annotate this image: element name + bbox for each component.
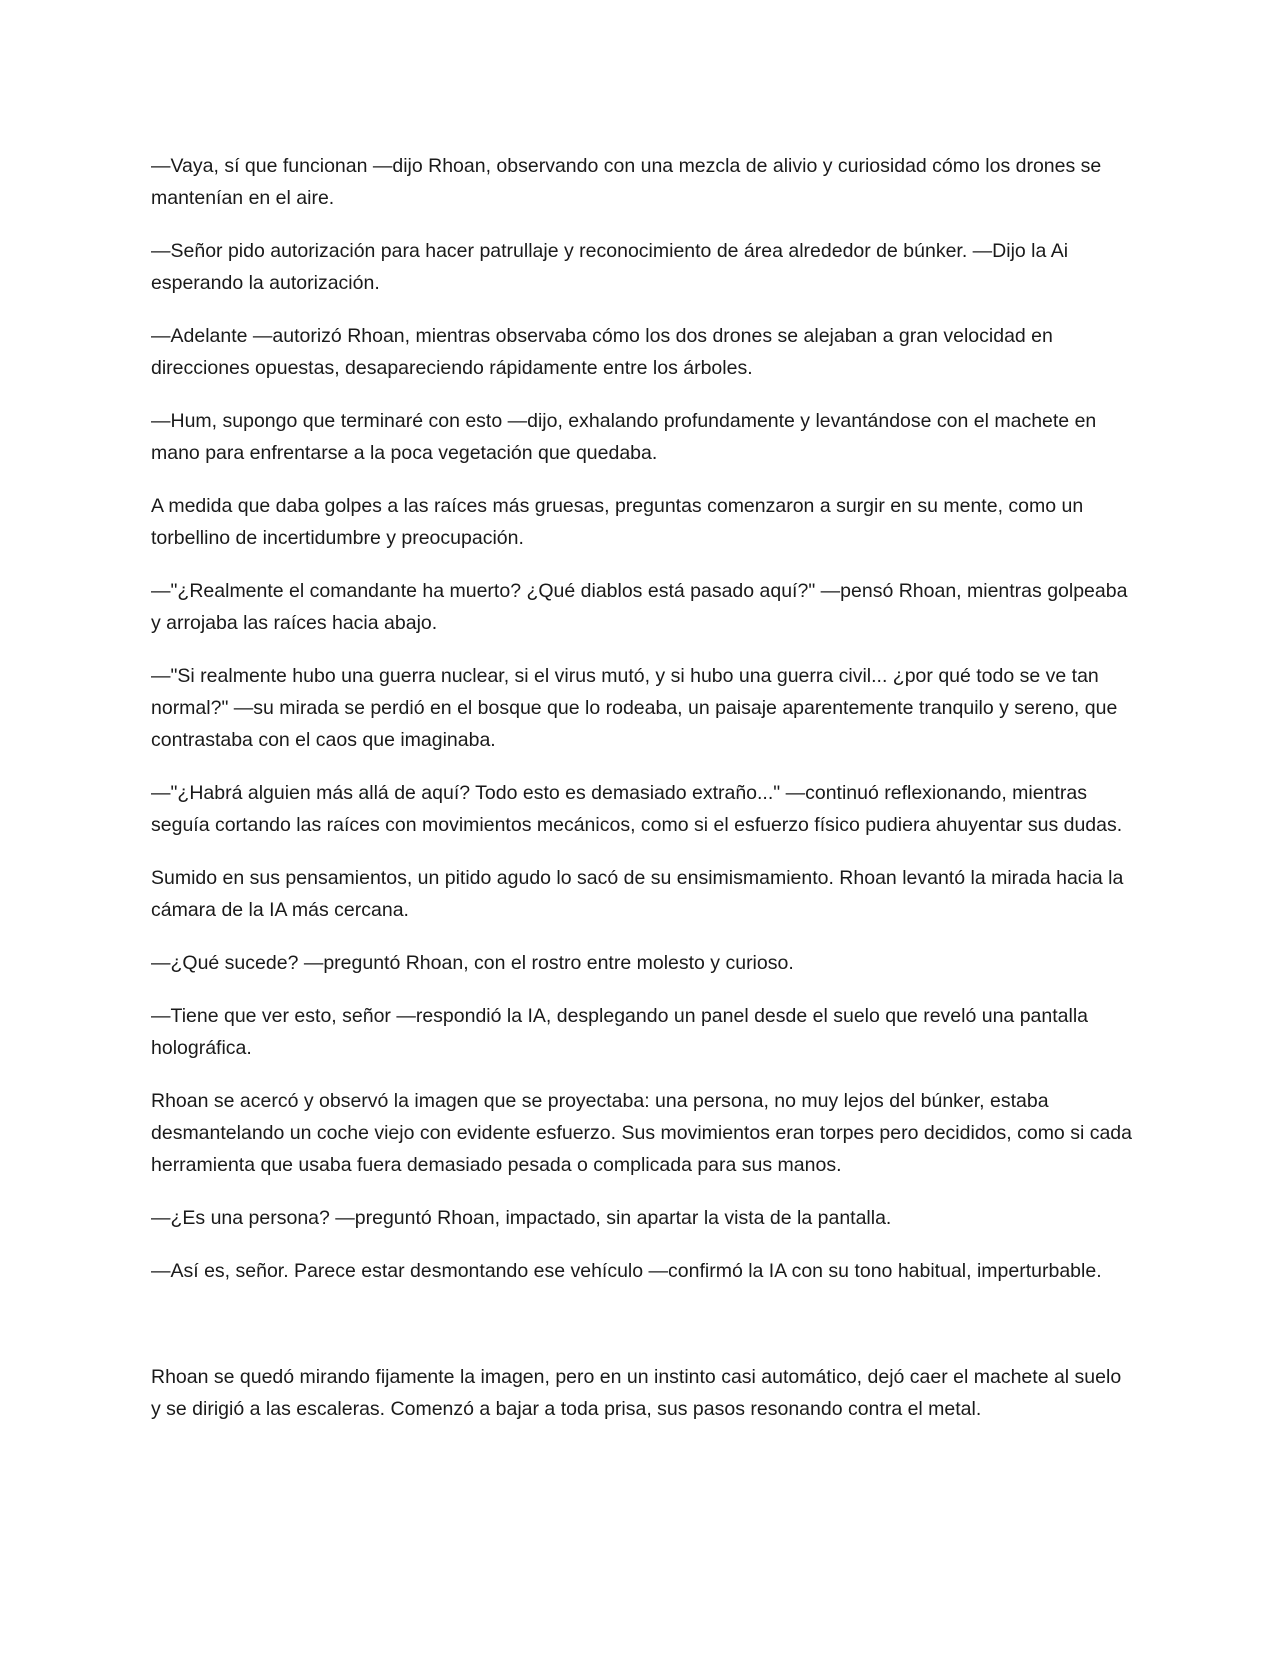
paragraph: —Vaya, sí que funcionan —dijo Rhoan, observando con una mezcla de alivio y curiosidad cómo los drones se mantenían en el aire. — [151, 155, 1102, 209]
paragraph: —¿Es una persona? —preguntó Rhoan, impactado, sin apartar la vista de la pantalla. — [151, 1207, 892, 1229]
paragraph: —Así es, señor. Parece estar desmontando ese vehículo —confirmó la IA con su tono habitual, imperturbable. — [151, 1260, 1102, 1282]
paragraph: —"¿Habrá alguien más allá de aquí? Todo esto es demasiado extraño..." —continuó reflexionando, mientras seguía cortando las raíces con movimientos mecánicos, como si el esfuerzo físico pudiera ahuyentar sus dudas. — [151, 782, 1123, 836]
paragraph: —Tiene que ver esto, señor —respondió la IA, desplegando un panel desde el suelo que reveló una pantalla holográfica. — [151, 1005, 1088, 1059]
paragraph: —Hum, supongo que terminaré con esto —dijo, exhalando profundamente y levantándose con el machete en mano para enfrentarse a la poca vegetación que quedaba. — [151, 410, 1097, 464]
paragraph: —Señor pido autorización para hacer patrullaje y reconocimiento de área alrededor de búnker. —Dijo la Ai esperando la autorización. — [151, 240, 1069, 294]
paragraph: Sumido en sus pensamientos, un pitido agudo lo sacó de su ensimismamiento. Rhoan levantó la mirada hacia la cámara de la IA más cercana. — [151, 867, 1124, 921]
paragraph: A medida que daba golpes a las raíces más gruesas, preguntas comenzaron a surgir en su mente, como un torbellino de incertidumbre y preocupación. — [151, 495, 1084, 549]
paragraph: Rhoan se quedó mirando fijamente la imagen, pero en un instinto casi automático, dejó caer el machete al suelo y se dirigió a las escaleras. Comenzó a bajar a toda prisa, sus pasos resonando contra el metal. — [151, 1366, 1122, 1420]
paragraph: —"¿Realmente el comandante ha muerto? ¿Qué diablos está pasado aquí?" —pensó Rhoan, mientras golpeaba y arrojaba las raíces hacia abajo. — [151, 580, 1128, 634]
paragraph: Rhoan se acercó y observó la imagen que se proyectaba: una persona, no muy lejos del búnker, estaba desmantelando un coche viejo con evidente esfuerzo. Sus movimientos eran torpes pero decididos, como si cada herramienta que usaba fuera demasiado pesada o complicada para sus manos. — [151, 1090, 1132, 1176]
paragraph: —"Si realmente hubo una guerra nuclear, si el virus mutó, y si hubo una guerra civil... ¿por qué todo se ve tan normal?" —su mirada se perdió en el bosque que lo rodeaba, un paisaje aparentemente tranquilo y sereno, que contrastaba con el caos que imaginaba. — [151, 665, 1118, 751]
paragraph: —Adelante —autorizó Rhoan, mientras observaba cómo los dos drones se alejaban a gran velocidad en direcciones opuestas, desapareciendo rápidamente entre los árboles. — [151, 325, 1053, 379]
text-body — [151, 150, 1136, 1446]
paragraph: —¿Qué sucede? —preguntó Rhoan, con el rostro entre molesto y curioso. — [151, 952, 794, 974]
